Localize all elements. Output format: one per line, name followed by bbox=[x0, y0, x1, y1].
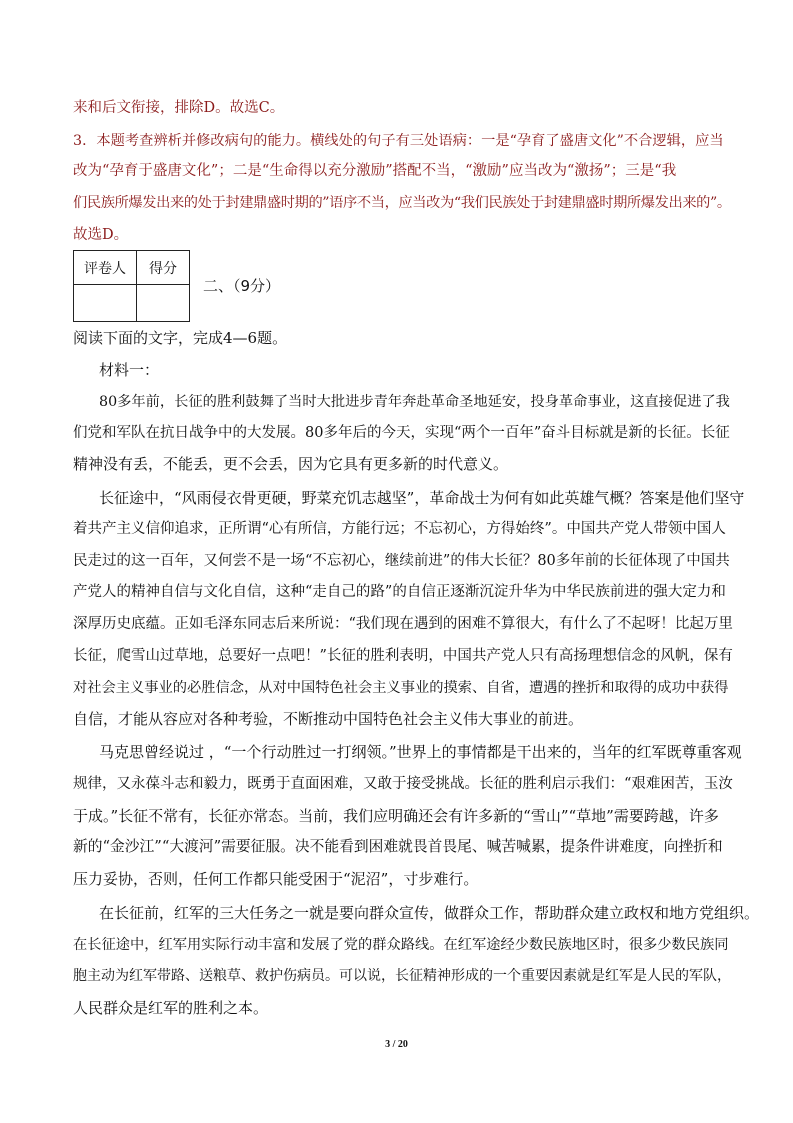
paragraph-line: 新的“金沙江”“大渡河”需要征服。决不能看到困难就畏首畏尾、喊苦喊累，提条件讲难度，向挫折和 bbox=[73, 838, 723, 855]
answer-line: 改为“孕育于盛唐文化”；二是“生命得以充分激励”搭配不当，“激励”应当改为“激扬”；三是“我 bbox=[73, 163, 677, 179]
paragraph-line: 着共产主义信仰追求，正所谓“心有所信，方能行远；不忘初心，方得始终”。中国共产党人带领中国人 bbox=[73, 521, 726, 537]
paragraph-line: 在长征途中，红军用实际行动丰富和发展了党的群众路线。在红军途经少数民族地区时，很多少数民族同 bbox=[73, 937, 729, 953]
reviewer-cell bbox=[74, 285, 137, 322]
paragraph-line: 马克思曾经说过 ，“一个行动胜过一打纲领。”世界上的事情都是干出来的，当年的红军既尊重客观 bbox=[99, 743, 742, 761]
paragraph-line: 80多年前，长征的胜利鼓舞了当时大批进步青年奔赴革命圣地延安，投身革命事业，这直接促进了我 bbox=[99, 394, 730, 410]
score-table bbox=[73, 250, 190, 322]
paragraph-line: 长征途中，“风雨侵衣骨更硬，野菜充饥志越坚”，革命战士为何有如此英雄气概？答案是他们坚守 bbox=[99, 489, 745, 507]
paragraph-line: 人民群众是红军的胜利之本。 bbox=[73, 999, 269, 1017]
paragraph-line: 深厚历史底蕴。正如毛泽东同志后来所说：“我们现在遇到的困难不算很大，有什么了不起呀！比起万里 bbox=[73, 616, 733, 632]
paragraph-line: 精神没有丢，不能丢，更不会丢，因为它具有更多新的时代意义。 bbox=[73, 455, 509, 473]
paragraph-line: 自信，才能从容应对各种考验，不断推动中国特色社会主义伟大事业的前进。 bbox=[73, 710, 584, 728]
paragraph-line: 们党和军队在抗日战争中的大发展。80多年后的今天，实现“两个一百年”奋斗目标就是新的长征。长征 bbox=[73, 425, 730, 441]
answer-line: 来和后文衔接，排除D。故选C。 bbox=[73, 100, 285, 116]
answer-line: 3．本题考查辨析并修改病句的能力。横线处的句子有三处语病：一是“孕育了盛唐文化”不合逻辑，应当 bbox=[73, 133, 724, 149]
page-number: 3 / 20 bbox=[385, 1039, 408, 1050]
paragraph-line: 胞主动为红军带路、送粮草、救护伤病员。可以说，长征精神形成的一个重要因素就是红军是人民的军队， bbox=[73, 968, 731, 984]
reviewer-label: 评卷人 bbox=[74, 251, 137, 285]
section-instruction: 阅读下面的文字，完成4—6题。 bbox=[73, 329, 288, 347]
paragraph-line: 产党人的精神自信与文化自信，这种“走自己的路”的自信正逐渐沉淀升华为中华民族前进的强大定力和 bbox=[73, 584, 726, 600]
answer-line: 们民族所爆发出来的处于封建鼎盛时期的”语序不当，应当改为“我们民族处于封建鼎盛时期所爆发出来的”。 bbox=[73, 195, 731, 211]
paragraph-line: 对社会主义事业的必胜信念，从对中国特色社会主义事业的摸索、自省，遭遇的挫折和取得的成功中获得 bbox=[73, 680, 729, 696]
paragraph-line: 压力妥协，否则，任何工作都只能受困于“泥沼”，寸步难行。 bbox=[73, 870, 479, 888]
paragraph-line: 规律，又永葆斗志和毅力，既勇于直面困难，又敢于接受挑战。长征的胜利启示我们：“艰难困苦，玉汝 bbox=[73, 776, 733, 792]
paragraph-line: 民走过的这一百年，又何尝不是一场“不忘初心，继续前进”的伟大长征？80多年前的长征体现了中国共 bbox=[73, 553, 730, 569]
answer-line: 故选D。 bbox=[73, 227, 129, 243]
score-cell bbox=[137, 285, 190, 322]
paragraph-line: 在长征前，红军的三大任务之一就是要向群众宣传，做群众工作，帮助群众建立政权和地方党组织。 bbox=[99, 904, 760, 922]
score-label: 得分 bbox=[137, 251, 190, 285]
section-title: 二、（9分） bbox=[203, 277, 281, 295]
paragraph-line: 长征，爬雪山过草地，总要好一点吧！”长征的胜利表明，中国共产党人只有高扬理想信念的风帆，保有 bbox=[73, 648, 733, 664]
material-label: 材料一： bbox=[99, 361, 160, 379]
paragraph-line: 于成。”长征不常有，长征亦常态。当前，我们应明确还会有许多新的“雪山”“草地”需要跨越，许多 bbox=[73, 807, 719, 825]
